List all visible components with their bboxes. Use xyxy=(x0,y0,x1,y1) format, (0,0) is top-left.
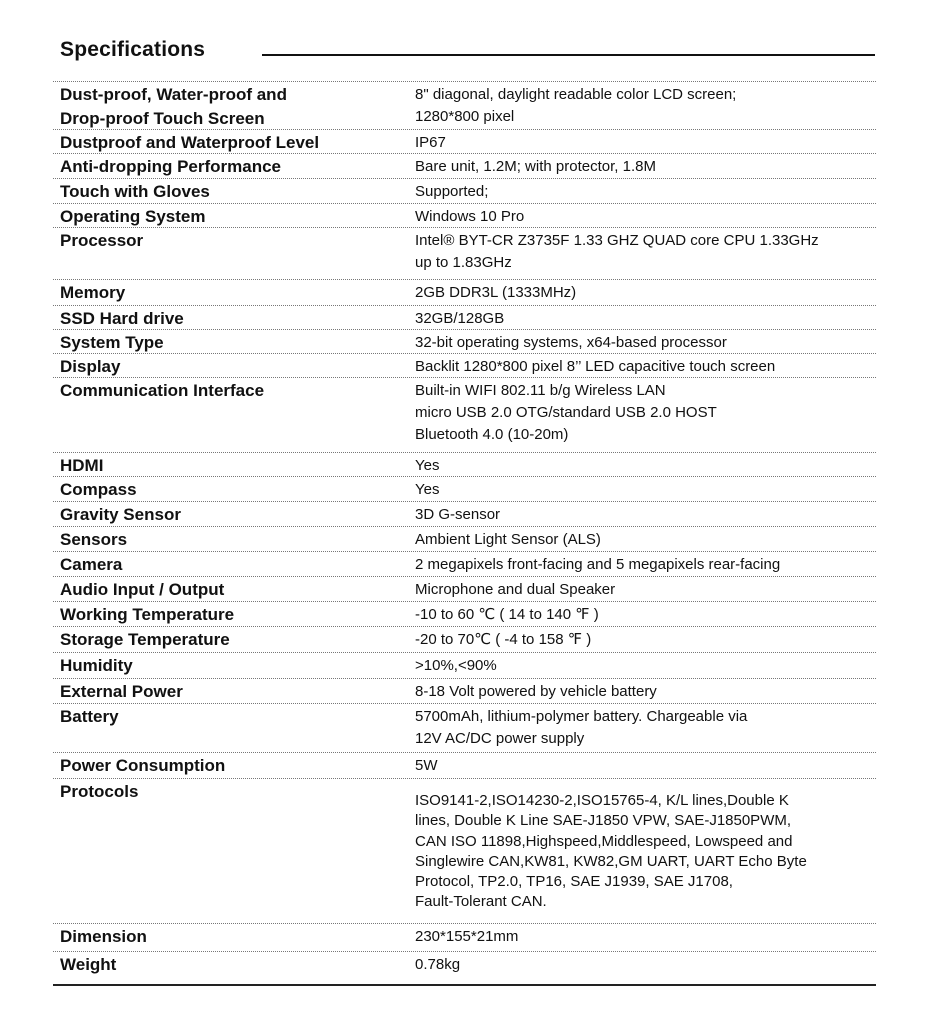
spec-label: Camera xyxy=(60,555,123,574)
spec-header xyxy=(60,38,875,68)
spec-label: Operating System xyxy=(60,207,206,226)
spec-label: Audio Input / Output xyxy=(60,580,225,599)
spec-label: Touch with Gloves xyxy=(60,182,210,201)
spec-label: External Power xyxy=(60,682,183,701)
spec-value: Backlit 1280*800 pixel 8’’ LED capacitive touch screen xyxy=(415,358,776,375)
spec-label: Memory xyxy=(60,283,126,302)
spec-value: Ambient Light Sensor (ALS) xyxy=(415,531,601,548)
table-row xyxy=(53,679,876,704)
spec-value: 32GB/128GB xyxy=(415,310,505,327)
spec-value: >10%,<90% xyxy=(415,657,497,674)
spec-value: IP67 xyxy=(415,134,446,151)
table-row xyxy=(53,924,876,952)
table-row xyxy=(53,330,876,354)
spec-table xyxy=(53,81,876,986)
spec-label: Communication Interface xyxy=(60,381,265,400)
table-row xyxy=(53,154,876,179)
table-row xyxy=(53,453,876,477)
spec-label: Display xyxy=(60,357,121,376)
spec-label: Protocols xyxy=(60,782,139,801)
spec-label: Working Temperature xyxy=(60,605,235,624)
spec-value: 2GB DDR3L (1333MHz) xyxy=(415,284,577,301)
spec-label: Dust-proof, Water-proof and Drop-proof Touch Screen xyxy=(60,85,287,128)
spec-value: 5W xyxy=(415,757,438,774)
spec-label: SSD Hard drive xyxy=(60,309,184,328)
spec-label: Gravity Sensor xyxy=(60,505,181,524)
spec-rows xyxy=(53,82,876,984)
table-row xyxy=(53,577,876,602)
table-row xyxy=(53,179,876,204)
table-row xyxy=(53,502,876,527)
table-row xyxy=(53,527,876,552)
table-row xyxy=(53,753,876,779)
table-bottom-rule xyxy=(53,984,876,986)
table-row xyxy=(53,602,876,627)
spec-value: Windows 10 Pro xyxy=(415,208,525,225)
spec-value: 2 megapixels front-facing and 5 megapixels rear-facing xyxy=(415,556,781,573)
spec-label: Compass xyxy=(60,480,137,499)
table-row xyxy=(53,228,876,280)
table-row xyxy=(53,477,876,502)
spec-label: System Type xyxy=(60,333,164,352)
spec-value: 0.78kg xyxy=(415,956,461,973)
spec-value: 8" diagonal, daylight readable color LCD screen; 1280*800 pixel xyxy=(415,86,737,125)
spec-value: 5700mAh, lithium-polymer battery. Chargeable via 12V AC/DC power supply xyxy=(415,708,748,747)
table-row xyxy=(53,952,876,984)
title-rule xyxy=(262,54,875,56)
spec-value: Microphone and dual Speaker xyxy=(415,581,616,598)
spec-value: -20 to 70℃ ( -4 to 158 ℉ ) xyxy=(415,631,592,648)
spec-value: Yes xyxy=(415,481,440,498)
spec-label: Weight xyxy=(60,955,117,974)
page-title: Specifications xyxy=(60,38,206,61)
table-row xyxy=(53,280,876,306)
table-row xyxy=(53,552,876,577)
spec-value: Intel® BYT-CR Z3735F 1.33 GHZ QUAD core CPU 1.33GHz up to 1.83GHz xyxy=(415,232,819,271)
spec-label: Dimension xyxy=(60,927,147,946)
table-row xyxy=(53,130,876,154)
spec-label: Humidity xyxy=(60,656,133,675)
spec-value: ISO9141-2,ISO14230-2,ISO15765-4, K/L lines,Double K lines, Double K Line SAE-J1850 VPW, SAE-J1850PWM, CAN ISO 11898,Highspeed,Middlespeed, Lowspeed and Singlewire CAN,KW81, KW82,GM UART, UART Echo Byte Protocol, TP2.0, TP16, SAE J1939, SAE J1708, Fault-Tolerant CAN. xyxy=(415,792,807,911)
spec-value: -10 to 60 ℃ ( 14 to 140 ℉ ) xyxy=(415,606,599,623)
spec-value: 230*155*21mm xyxy=(415,928,519,945)
table-row xyxy=(53,627,876,653)
spec-value: 8-18 Volt powered by vehicle battery xyxy=(415,683,657,700)
spec-label: Battery xyxy=(60,707,119,726)
table-row xyxy=(53,82,876,130)
spec-label: HDMI xyxy=(60,456,104,475)
spec-value: Built-in WIFI 802.11 b/g Wireless LAN micro USB 2.0 OTG/standard USB 2.0 HOST Bluetooth 4.0 (10-20m) xyxy=(415,382,717,443)
spec-label: Power Consumption xyxy=(60,756,226,775)
table-row xyxy=(53,779,876,924)
table-row xyxy=(53,378,876,453)
table-row xyxy=(53,354,876,378)
spec-value: 3D G-sensor xyxy=(415,506,501,523)
spec-label: Sensors xyxy=(60,530,128,549)
spec-value: Supported; xyxy=(415,183,489,200)
table-row xyxy=(53,653,876,679)
spec-label: Dustproof and Waterproof Level xyxy=(60,133,320,152)
spec-label: Anti-dropping Performance xyxy=(60,157,282,176)
spec-value: Bare unit, 1.2M; with protector, 1.8M xyxy=(415,158,656,175)
spec-label: Storage Temperature xyxy=(60,630,230,649)
table-row xyxy=(53,306,876,330)
spec-value: 32-bit operating systems, x64-based processor xyxy=(415,334,727,351)
table-row xyxy=(53,204,876,228)
spec-label: Processor xyxy=(60,231,144,250)
table-row xyxy=(53,704,876,753)
spec-value: Yes xyxy=(415,457,440,474)
